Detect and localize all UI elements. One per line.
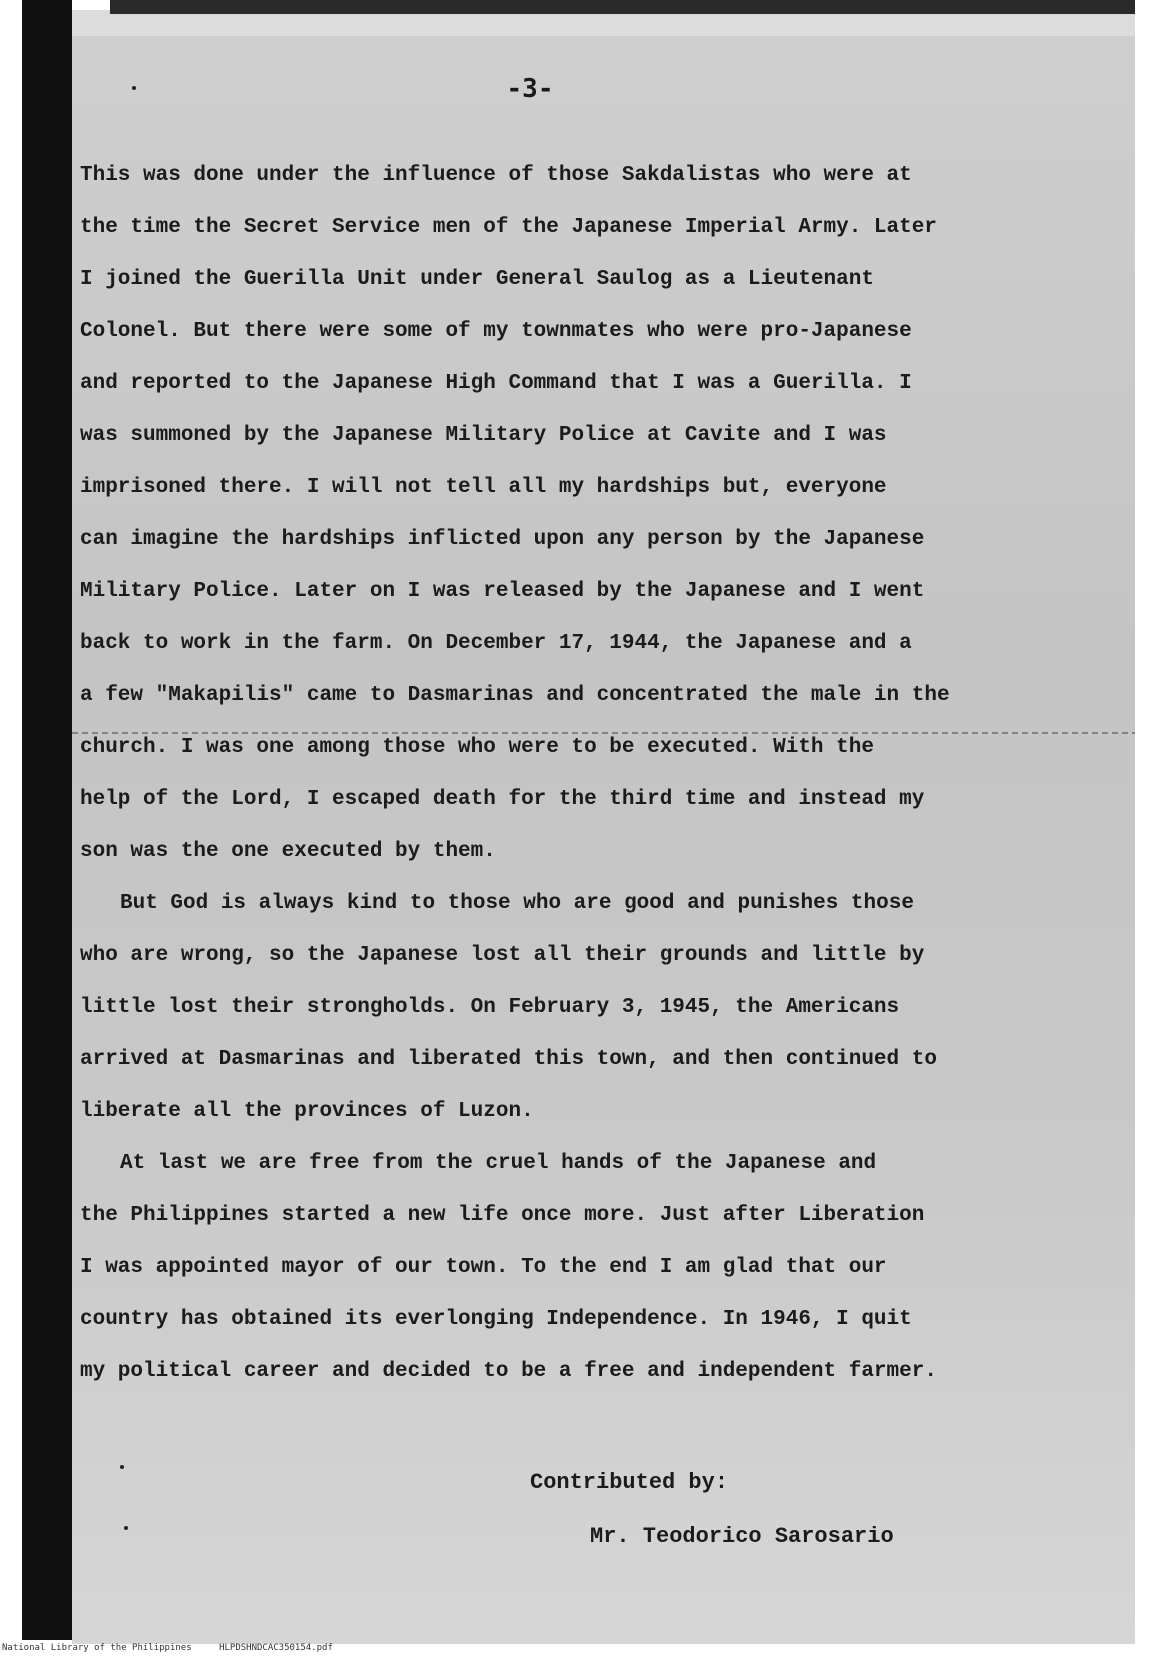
text-line: This was done under the influence of those Sakdalistas who were at [80,164,912,187]
scan-speck [132,86,136,90]
text-line: arrived at Dasmarinas and liberated this town, and then continued to [80,1048,937,1071]
book-spine-shadow [22,0,72,1640]
text-line: back to work in the farm. On December 17, 1944, the Japanese and a [80,632,912,655]
text-line: church. I was one among those who were to be executed. With the [80,736,874,759]
scan-speck [120,1465,124,1469]
text-line: imprisoned there. I will not tell all my hardships but, everyone [80,476,887,499]
scan-footer [2,1643,355,1653]
text-line: Colonel. But there were some of my townmates who were pro-Japanese [80,320,912,343]
text-line: who are wrong, so the Japanese lost all their grounds and little by [80,944,925,967]
text-line: At last we are free from the cruel hands of the Japanese and [120,1152,877,1175]
text-line: the time the Secret Service men of the Japanese Imperial Army. Later [80,216,937,239]
text-line: son was the one executed by them. [80,840,496,863]
footer-library: National Library of the Philippines [2,1643,192,1653]
footer-file: HLPDSHNDCAC350154.pdf [219,1643,333,1653]
text-line: a few "Makapilis" came to Dasmarinas and concentrated the male in the [80,684,950,707]
text-line: was summoned by the Japanese Military Police at Cavite and I was [80,424,887,447]
text-line: country has obtained its everlonging Independence. In 1946, I quit [80,1308,912,1331]
page-number: -3- [506,74,554,104]
text-line: liberate all the provinces of Luzon. [80,1100,534,1123]
text-line: can imagine the hardships inflicted upon any person by the Japanese [80,528,925,551]
text-line: But God is always kind to those who are good and punishes those [120,892,914,915]
page-top-edge [110,0,1135,14]
text-line: and reported to the Japanese High Command that I was a Guerilla. I [80,372,912,395]
text-line: I joined the Guerilla Unit under General Saulog as a Lieutenant [80,268,874,291]
scan-speck [124,1526,128,1530]
document-body [80,150,1120,1398]
contributor-name: Mr. Teodorico Sarosario [590,1524,894,1549]
text-line: the Philippines started a new life once more. Just after Liberation [80,1204,925,1227]
page-right-margin [1135,0,1165,1640]
text-line: Military Police. Later on I was released by the Japanese and I went [80,580,925,603]
text-line: little lost their strongholds. On February 3, 1945, the Americans [80,996,900,1019]
contributor-label: Contributed by: [530,1470,729,1495]
text-line: I was appointed mayor of our town. To the end I am glad that our [80,1256,887,1279]
text-line: help of the Lord, I escaped death for the third time and instead my [80,788,925,811]
text-line: my political career and decided to be a free and independent farmer. [80,1360,937,1383]
